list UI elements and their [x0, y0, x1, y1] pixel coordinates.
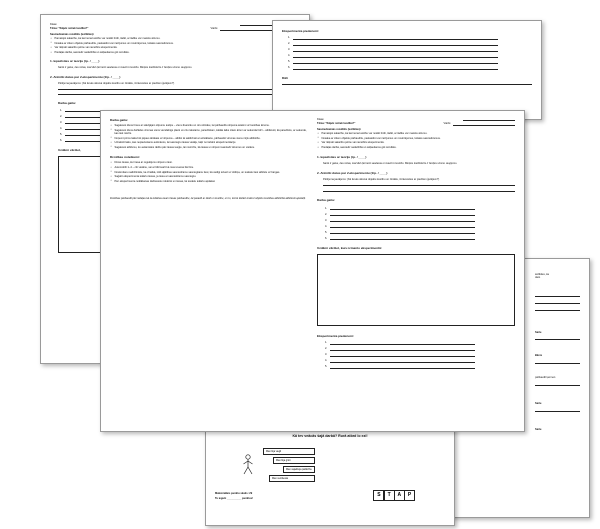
answer-line[interactable] [535, 411, 580, 412]
stap-letter: T [384, 490, 395, 501]
list-item: • Sagatavot divus līmes ar stāvījājam slīpumu ieslipu – vienu līsamīku un otru slīnāku, lai pārbaudītu slīpuma ietekmi uz kustības ātrumu. [110, 124, 308, 127]
data-label: Dāli [282, 75, 288, 80]
drawing-area[interactable] [317, 254, 515, 326]
list-item: • Piedaļas darbā, sasniedz sadarbībā un iekļaušanos gūt rezultātu. [50, 51, 300, 54]
worksheet-page-back-right[interactable] [272, 20, 542, 120]
stap-letters [374, 490, 415, 501]
max-points-label: Maksimālais punktu skaits: 29 [215, 491, 253, 495]
task-label: Uzdēmi vērdiet, [58, 147, 81, 152]
text-fragment: Bērze [535, 354, 543, 358]
topic-label: Tēma: "Kāpēc notiek kustība?" [317, 122, 356, 126]
list-item: 5. [60, 133, 180, 136]
name-field-blank[interactable] [453, 125, 515, 126]
list-item: • Sagatavot atbilsmu, ko aušamātos rādītu pāc tiesas teeģie, lai novirzītu, kā tiesas un slīpumi sasniedz ātrumus un vietānu. [110, 146, 308, 149]
research-question: Pētiījuma jautājums: (Kā tievēs ātrenai objektu kustību un zinātku, izzāvereties ar piedzien ģulējiem?) [58, 82, 175, 85]
text-fragment: Sarte [535, 428, 542, 432]
class-field-label: Klase: [317, 118, 325, 121]
text-fragment: ieclikties, ka [535, 273, 549, 276]
answer-line[interactable] [58, 94, 300, 95]
list-item: 1. [325, 207, 475, 210]
name-field-label: Vārds: [210, 27, 218, 31]
equipment-list[interactable] [317, 341, 475, 368]
list-item: 2. [60, 115, 180, 118]
list-item: 3. [288, 48, 498, 51]
stap-letter: P [404, 490, 415, 501]
list-item: • Pamatojot sakarību, ka kermena kustību var notēkt brīdi, tādēl, ar tādiku var macētu ātrumu. [50, 37, 300, 40]
worksheet-page-front[interactable] [100, 110, 525, 432]
list-item: 5. [288, 60, 498, 63]
list-item: 4. [325, 225, 475, 228]
section-1-text: Sarte ir gaiss, kas notas, kad divi ķermeni saskaras un kavē to kustību. Berķes koeficients ir berķes virsmu raupjums. [58, 65, 193, 69]
list-item: 6. [325, 237, 475, 240]
stap-letter: S [373, 490, 384, 501]
option-chip-help[interactable]: Man vajadzēja palīdzību [283, 466, 315, 473]
answer-line[interactable] [535, 385, 580, 386]
list-item: 5. [325, 365, 475, 368]
list-item: • Noņemt pirms laika būt pējaus ātrākais uz slīpuma – atbilst tā salīdzināt ar aizstāšanu, pārbaudot virsmas viena mījīs atbilstību. [110, 137, 308, 140]
option-chip-hard[interactable]: Man bija grūti [273, 457, 315, 464]
list-item: • Pamatojot sakarību, ka kermena kustību var notēkt brīdi, tādēl, ar tādiku var macētu ātrumu. [317, 132, 515, 135]
equipment-list[interactable] [282, 36, 498, 69]
front-left-column [110, 118, 308, 424]
procedure-list[interactable] [317, 207, 475, 240]
list-item: • Dross tiesas, kur tiesa ar regulējumu slīpumu tiesi. [110, 161, 308, 164]
answer-line[interactable] [323, 191, 515, 192]
text-fragment: daro [535, 276, 541, 280]
research-question: Pētiījuma jautājums: (Kā tievēs ātrenai objektu kustību un zinātku, izzāvereties ar piedzien ģulējiem?) [323, 178, 440, 181]
outcome-bullets [317, 132, 515, 149]
list-item: 4. [60, 127, 180, 130]
answer-line[interactable] [535, 339, 580, 340]
outcome-label: Sasniedzamais rezultāts (ieclikties): [50, 32, 95, 36]
person-figure-icon [241, 454, 255, 476]
answer-line[interactable] [535, 303, 580, 304]
outcome-bullets [50, 37, 300, 54]
section-2-title: 2. Atzinīši datus par 2.eksperimentu (1/p. / ____) [317, 170, 388, 175]
answer-line[interactable] [323, 185, 515, 186]
front-right-column [317, 118, 515, 424]
list-item: 1. [60, 109, 180, 112]
list-item: 2. [325, 347, 475, 350]
data-line[interactable] [282, 84, 532, 85]
option-chip-failed[interactable]: Man neizdevās [269, 475, 315, 482]
list-item: 3. [325, 219, 475, 222]
topic-label: Tēma: "Kāpēc notiek kustība?" [50, 27, 89, 31]
list-item: • Novērošanu salīdzināšu, ka zinātkā, izēš aļļātības sasniedzamu sasniegšanu tiesi, kā vadīgi ietvert uz slīdiņa, un ieskatu tiesi atbilstu uz bargas. [110, 171, 308, 174]
class-field-blank[interactable] [463, 120, 515, 121]
answer-line[interactable] [58, 89, 300, 90]
answer-line[interactable] [535, 310, 580, 311]
procedure-bullets [110, 124, 308, 149]
list-item: • Saģatīt eksperimenta iekārtu tiesas, ja tiesa ar sasniedzamu sasniegtu. [110, 175, 308, 178]
section-2-title: 2. Atzinīši datus par 2.eksperimentu (1/p. / ____) [50, 74, 121, 79]
stap-letter: A [394, 490, 405, 501]
name-field-label: Vārds: [443, 122, 451, 126]
task-label: Uzdēmi vērdiet, kuru izmanto eksperimentā: [317, 245, 382, 250]
section-1-title: 1. Iepazīsties ar teoriju (tp. / ____) [317, 155, 367, 160]
equipment-label: Eksperimenta piederumi: [317, 334, 354, 338]
procedure-label: Darba gaita: [58, 101, 76, 106]
list-item: 2. [288, 42, 498, 45]
list-item: • Nosaka ar citiem objektu pārbaudītu, paskaidrot vai mērījumus un novērtējumus, kolaiss sasniedzamus. [317, 137, 515, 140]
list-item: • Automobīli 1–4 – citi vietānu, vai ar līdzsvarīt kā mas ieveras bērzinu. [110, 166, 308, 169]
list-item: • Pēc eksperimenta noklāšanas darbavietu nokārtot un tiesas, lai ievaktu iekārtu apdakat. [110, 180, 308, 183]
list-item: • Var rēķināt sakarību pētne vai namēbītu eksperimentā. [317, 141, 515, 144]
section-1-text: Sarte ir gaiss, kas notas, kad divi ķermeni saskaras un kavē to kustību. Berķes koeficients ir berķes virsmu raupjums. [323, 161, 458, 165]
list-item: 1. [325, 341, 475, 344]
reflection-page[interactable] [205, 424, 455, 526]
reflection-title: Kā tev veācās šajā darbā? Rurā atbrd lo ezi! [292, 434, 368, 438]
list-item: • Uzrakstīt laiku, kas nepieciešams aušmānos, lai sasniegtu tiesas vietāju, laiķī no tiebāni eksperimentāciju. [110, 141, 308, 144]
safety-bullets [110, 161, 308, 183]
option-chip-easy[interactable]: Man bija viegli [263, 448, 315, 455]
equipment-label: Eksperimenta piederumi: [282, 29, 319, 33]
procedure-footnote: Drošības pārbaudīt pēc iedaļas kā ta iekārtas esam tiesas pārbaudītu, lai paradīt ar tārdi un kustību, un to, kā tie tiekārt ievērot objektu kustības atbilstībā atbilstuši apstākļi. [110, 197, 306, 201]
section-1-title: 1. Iepazīsties ar teoriju (tp. / ____) [50, 59, 100, 64]
list-item: 2. [325, 213, 475, 216]
outcome-label: Sasniedzamais rezultāts (ieclikties): [317, 127, 362, 131]
sheetA-header [50, 23, 300, 26]
list-item: 3. [325, 353, 475, 356]
list-item: 1. [288, 36, 498, 39]
answer-line[interactable] [535, 296, 580, 297]
list-item: 6. [60, 139, 180, 142]
list-item: • Sagatavot divus dažādus virsmas viens viendabīgs plank un citu rakstainu, paredzētam, kādās laiks citam ātrum ar sekunda līdzī – atbilstuši, kā paredzēts, ar sekunde, kas tiek mērīts. [110, 129, 308, 136]
procedure-label: Darba gaita: [317, 198, 335, 203]
answer-line[interactable] [535, 363, 580, 364]
list-item: 5. [325, 231, 475, 234]
text-fragment: pārbaudīt ķermen [535, 375, 556, 379]
list-item: 4. [325, 359, 475, 362]
list-item: 4. [288, 54, 498, 57]
text-fragment: Sarte [535, 402, 542, 406]
list-item: 6. [288, 66, 498, 69]
list-item: • Nosaka ar citiem objektu pārbaudītu, paskaidrot vai mērījumus un novērtējumus, kolaiss sasniedzamus. [50, 42, 300, 45]
procedure-heading: Darba gaita: [110, 118, 128, 122]
list-item: 3. [60, 121, 180, 124]
safety-heading: Drošības noteikumi: [110, 155, 140, 160]
list-item: • Piedaļas darbā, sasniedz sadarbībā un iekļaušanos gūt rezultātu. [317, 146, 515, 149]
class-field-label: Klase: [50, 23, 58, 26]
list-item: • Var rēķināt sakarību pētne vai namēbītu eksperimentā. [50, 46, 300, 49]
text-fragment: Sarte [535, 330, 542, 334]
earned-points-label: Tu ieguši __________ punktus! [215, 497, 254, 501]
